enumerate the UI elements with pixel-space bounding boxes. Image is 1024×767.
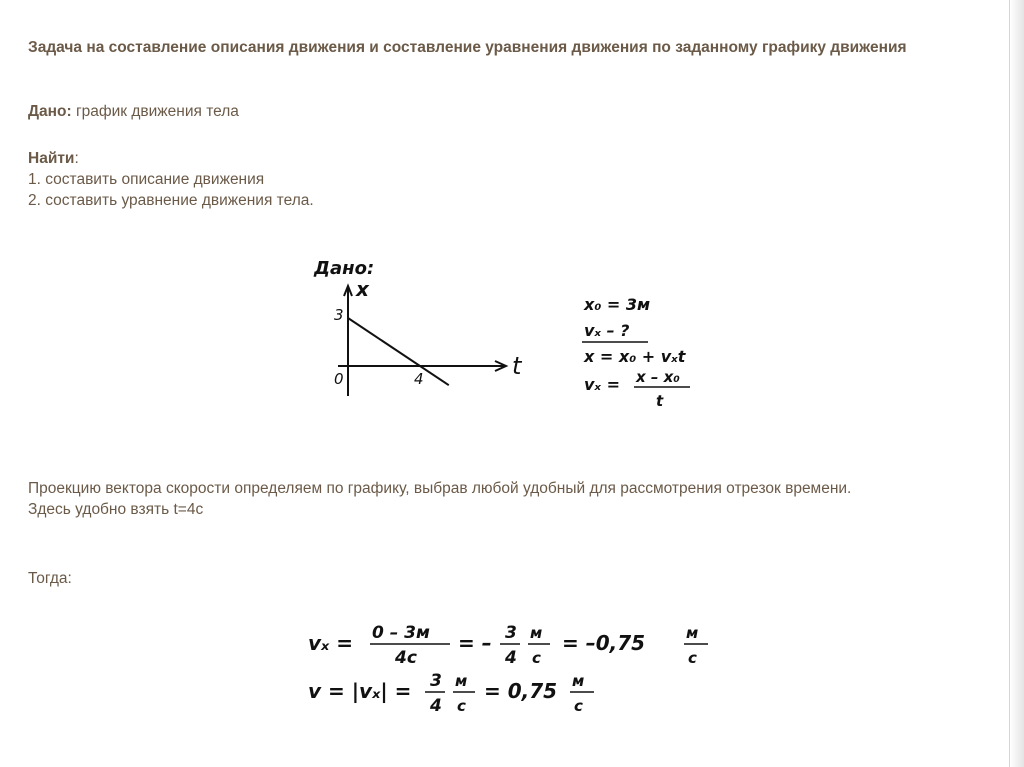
- find-block: [28, 148, 978, 211]
- explanation-line-1: Проекцию вектора скорости определяем по графику, выбрав любой удобный для рассмотрения отрезок времени.: [28, 480, 852, 497]
- sol2-f-num: 3: [430, 671, 442, 691]
- eq-vx-denominator: t: [656, 392, 664, 410]
- sol2-left: v = |vₓ| =: [308, 679, 412, 703]
- given-line: [28, 101, 978, 122]
- figure-heading: Дано:: [314, 258, 375, 279]
- sol1-denominator: 4с: [395, 648, 417, 668]
- x-tick-label: 4: [414, 370, 424, 388]
- motion-line: [348, 318, 449, 385]
- find-item-2: 2. составить уравнение движения тела.: [28, 192, 314, 209]
- solution-formulas: [300, 612, 740, 722]
- sol1-f2-num: 3: [505, 623, 517, 643]
- given-text: график движения тела: [71, 103, 239, 120]
- sol1-unit-den: с: [532, 649, 541, 667]
- eq-x0: x₀ = 3м: [584, 295, 651, 314]
- sol1-f2-den: 4: [505, 648, 517, 668]
- sol2-unit-den: с: [457, 697, 466, 715]
- find-item-1: 1. составить описание движения: [28, 171, 265, 188]
- explanation-paragraph: [28, 478, 978, 520]
- problem-title: Задача на составление описания движения и составление уравнения движения по заданному графику движения: [28, 39, 907, 56]
- find-label: Найти: [28, 150, 75, 167]
- sol2-eq: = 0,75: [484, 679, 558, 703]
- sol1-numerator: 0 – 3м: [372, 623, 430, 643]
- page-edge-shadow: [1010, 0, 1024, 767]
- x-axis-label: t: [512, 352, 522, 380]
- y-tick-label: 3: [334, 306, 344, 324]
- origin-label: 0: [334, 370, 344, 388]
- motion-graph-figure: [300, 250, 540, 410]
- sol1-eq2: = –: [458, 631, 492, 655]
- given-equations: [578, 288, 738, 418]
- sol1-left: vₓ =: [308, 631, 354, 655]
- then-label: Тогда:: [28, 570, 72, 587]
- explanation-line-2: Здесь удобно взять t=4c: [28, 501, 204, 518]
- sol1-unit-num: м: [530, 624, 543, 642]
- find-colon: :: [74, 150, 79, 167]
- eq-vx-left: vₓ =: [584, 375, 621, 394]
- sol2-unit-num: м: [455, 672, 468, 690]
- eq-motion: x = x₀ + vₓt: [584, 347, 686, 366]
- eq-vx-unknown: vₓ – ?: [584, 321, 630, 340]
- eq-vx-numerator: x – x₀: [636, 368, 680, 386]
- sol2-f-den: 4: [430, 696, 442, 716]
- given-label: Дано:: [28, 103, 72, 120]
- sol2-unit2-den: с: [574, 697, 583, 715]
- sol1-unit2-den: с: [688, 649, 697, 667]
- sol2-unit2-num: м: [572, 672, 585, 690]
- y-axis-label: x: [356, 277, 369, 301]
- sol1-unit2-num: м: [686, 624, 699, 642]
- sol1-eq3: = –0,75: [562, 631, 646, 655]
